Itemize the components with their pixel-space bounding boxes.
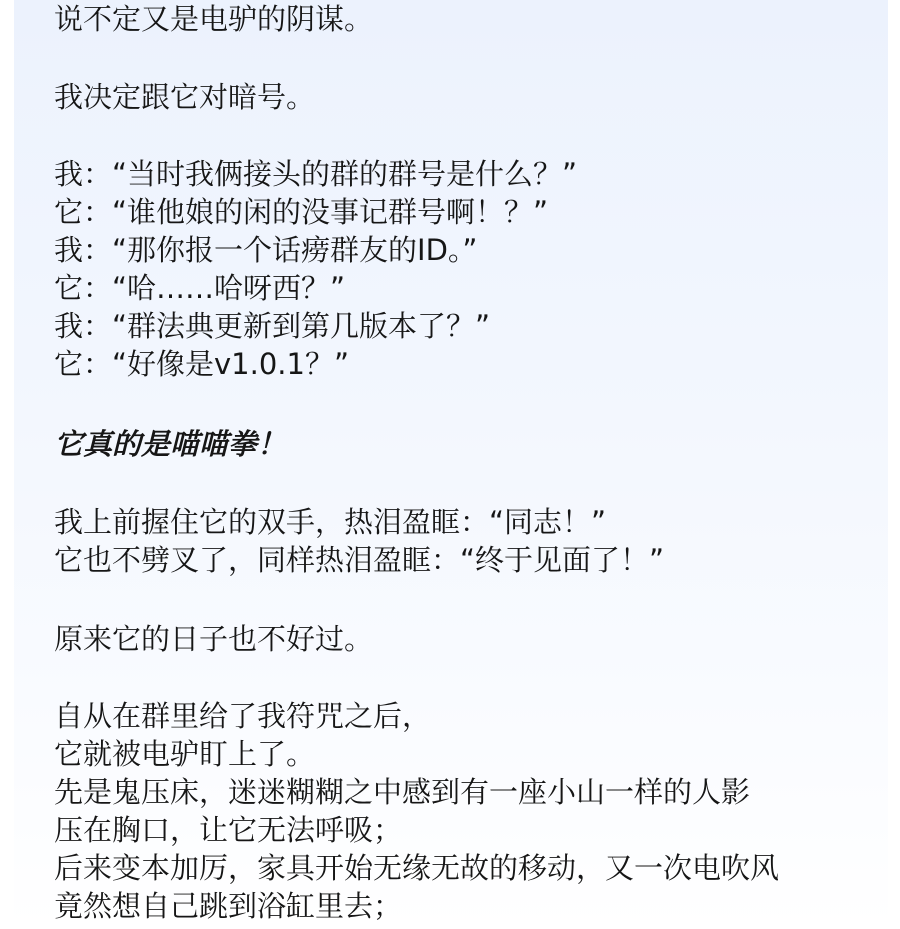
dialogue-line: 我：“那你报一个话痨群友的ID。” bbox=[54, 233, 478, 267]
dialogue-line: 它：“哈……哈呀西？” bbox=[54, 271, 346, 305]
story-line: 自从在群里给了我符咒之后， bbox=[54, 699, 432, 733]
dialogue-line: 我：“群法典更新到第几版本了？” bbox=[54, 309, 491, 343]
story-line: 我上前握住它的双手，热泪盈眶：“同志！” bbox=[54, 505, 607, 539]
story-line: 它也不劈叉了，同样热泪盈眶：“终于见面了！” bbox=[54, 543, 665, 577]
story-line: 说不定又是电驴的阴谋。 bbox=[54, 2, 374, 36]
story-line: 我决定跟它对暗号。 bbox=[54, 80, 316, 114]
dialogue-line: 我：“当时我俩接头的群的群号是什么？” bbox=[54, 157, 578, 191]
dialogue-line: 它：“谁他娘的闲的没事记群号啊！？” bbox=[54, 195, 549, 229]
story-line: 后来变本加厉，家具开始无缘无故的移动，又一次电吹风 bbox=[54, 851, 780, 885]
story-line: 原来它的日子也不好过。 bbox=[54, 622, 374, 656]
dialogue-line: 它：“好像是v1.0.1？” bbox=[54, 347, 349, 381]
story-line: 先是鬼压床，迷迷糊糊之中感到有一座小山一样的人影 bbox=[54, 775, 751, 809]
story-line: 它就被电驴盯上了。 bbox=[54, 737, 316, 771]
emphasis-line: 它真的是喵喵拳！ bbox=[54, 427, 287, 461]
story-line: 竟然想自己跳到浴缸里去； bbox=[54, 889, 403, 923]
story-line: 压在胸口，让它无法呼吸； bbox=[54, 813, 403, 847]
